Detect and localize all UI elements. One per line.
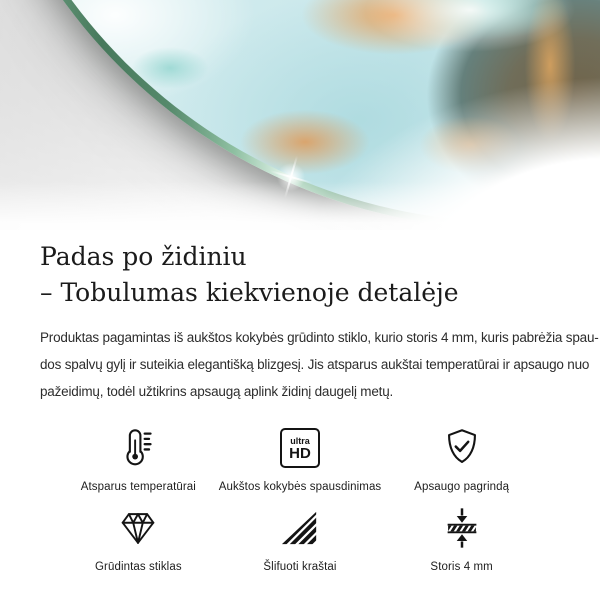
ultra-hd-icon-text-bottom: HD	[289, 444, 311, 462]
page-title-line2: – Tobulumas kiekvienoje detalėje	[40, 278, 459, 307]
feature-label: Apsaugo pagrindą	[414, 481, 510, 493]
description-line: pažeidimų, todėl užtikrins apsaugą aplink židinį daugelį metų.	[40, 384, 394, 399]
feature-label: Šlifuoti kraštai	[263, 561, 337, 573]
feature-label: Storis 4 mm	[430, 561, 493, 573]
feature-print-quality	[219, 425, 382, 493]
icon-slot	[439, 505, 485, 551]
product-info-section	[0, 239, 600, 573]
glass-disc-edge	[0, 0, 600, 229]
product-description	[40, 324, 599, 405]
ultra-hd-icon-text-top: ultra	[290, 435, 310, 446]
features-grid	[58, 425, 542, 573]
feature-tempered-glass	[58, 505, 219, 573]
feature-thickness	[381, 505, 542, 573]
feature-label: Aukštos kokybės spausdinimas	[218, 481, 382, 493]
icon-slot	[439, 425, 485, 471]
icon-slot	[277, 505, 323, 551]
glass-disc-marble-surface	[0, 0, 600, 222]
feature-label: Grūdintas stiklas	[94, 561, 182, 573]
shield-check-icon	[439, 425, 485, 471]
polished-edges-icon	[277, 505, 323, 551]
ultra-hd-icon	[280, 428, 320, 468]
feature-label: Atsparus temperatūrai	[80, 481, 196, 493]
icon-slot	[280, 425, 320, 471]
thickness-icon	[439, 505, 485, 551]
description-line: Produktas pagamintas iš aukštos kokybės grūdinto stiklo, kurio storis 4 mm, kuris pabrėžia spau-	[40, 330, 599, 345]
feature-heat-resistant	[58, 425, 219, 493]
thermometer-icon	[115, 425, 161, 471]
feature-polished-edges	[219, 505, 382, 573]
page-title	[40, 239, 560, 311]
icon-slot	[115, 505, 161, 551]
page-title-line1: Padas po židiniu	[40, 242, 247, 271]
feature-protects-base	[381, 425, 542, 493]
icon-slot	[115, 425, 161, 471]
product-hero-image	[0, 0, 600, 230]
diamond-icon	[115, 505, 161, 551]
description-line: dos spalvų gylį ir suteikia elegantišką blizgesį. Jis atsparus aukštai temperatūrai ir apsaugo nuo	[40, 357, 590, 372]
